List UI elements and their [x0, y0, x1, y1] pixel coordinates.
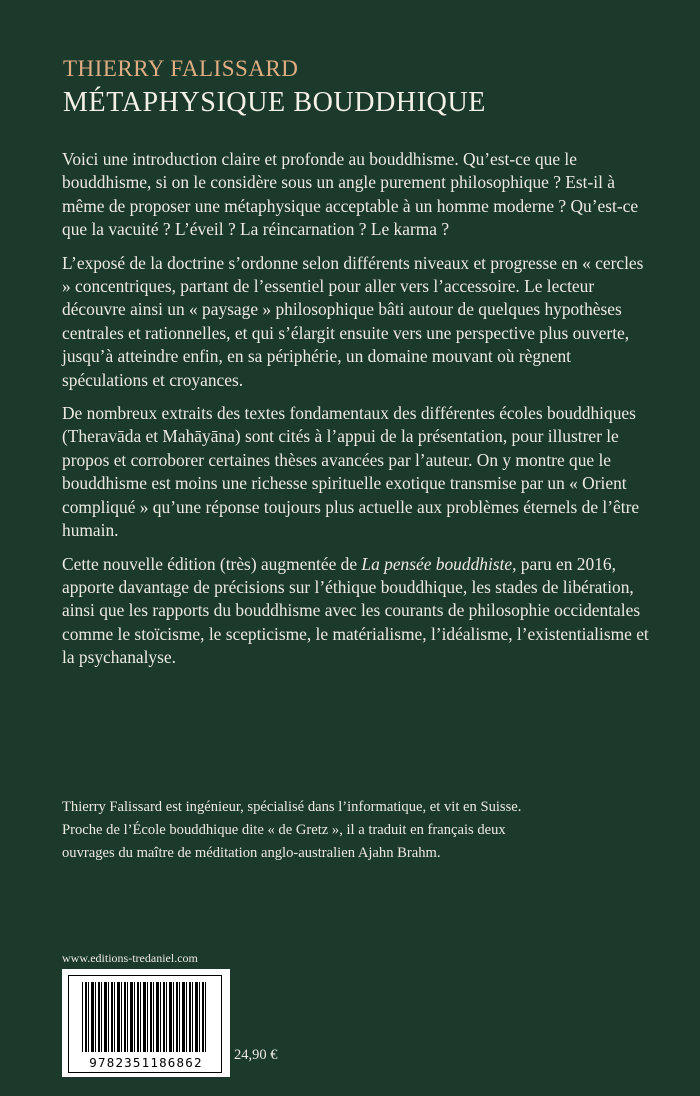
description — [62, 148, 652, 680]
book-title: MÉTAPHYSIQUE BOUDDHIQUE — [63, 87, 486, 118]
barcode-frame — [68, 975, 222, 1073]
description-paragraph-3: De nombreux extraits des textes fondamentaux des différentes écoles bouddhiques (Theravāda et Mahāyāna) sont cités à l’appui de la présentation, pour illustrer le propos et corroborer certaines thèses avancées par l’auteur. On y montre que le bouddhisme est moins une richesse spirituelle exotique transmise par un « Orient compliqué » qu’une réponse toujours plus actuelle aux problèmes éternels de l’être humain. — [62, 403, 640, 541]
description-paragraph-1: Voici une introduction claire et profonde au bouddhisme. Qu’est-ce que le bouddhisme, si on le considère sous un angle purement philosophique ? Est-il à même de proposer une métaphysique acceptable à un homme moderne ? Qu’est-ce que la vacuité ? L’éveil ? La réincarnation ? Le karma ? — [62, 149, 639, 240]
paragraph-4-start: Cette nouvelle édition (très) augmentée de — [62, 553, 362, 574]
about-author — [62, 796, 662, 865]
paragraph-4-end: paru en 2016, apporte davantage de précisions sur l’éthique bouddhique, les stades de libération, ainsi que les rapports du bouddhisme avec les courants de philosophie occidentales comme le stoïcisme, le scepticisme, le matérialisme, l’idéalisme, l’existentialisme et la psychanalyse. — [62, 553, 649, 668]
author-name: THIERRY FALISSARD — [63, 56, 299, 81]
description-paragraph-2: L’exposé de la doctrine s’ordonne selon différents niveaux et progresse en « cercles » concentriques, partant de l’essentiel pour aller vers l’accessoire. Le lecteur découvre ainsi un « paysage » philosophique bâti autour de quelques hypothèses centrales et rationnelles, et qui s’élargit ensuite vers une perspective plus ouverte, jusqu’à atteindre enfin, en sa périphérie, un domaine mouvant où règnent spéculations et croyances. — [62, 252, 644, 390]
description-paragraph-4 — [62, 553, 652, 670]
about-author-line-2: Proche de l’École bouddhique dite « de Gretz », il a traduit en français deux — [62, 822, 506, 838]
price: 24,90 € — [234, 1047, 278, 1063]
publisher-website: www.editions-tredaniel.com — [62, 951, 198, 965]
about-author-line-3: ouvrages du maître de méditation anglo-australien Ajahn Brahm. — [62, 845, 441, 861]
cited-book-title: La pensée bouddhiste, — [361, 553, 517, 574]
isbn-number: 9782351186862 — [89, 1055, 203, 1070]
barcode-bars — [82, 982, 208, 1052]
barcode — [62, 969, 230, 1077]
about-author-line-1: Thierry Falissard est ingénieur, spécialisé dans l’informatique, et vit en Suisse. — [62, 799, 522, 815]
